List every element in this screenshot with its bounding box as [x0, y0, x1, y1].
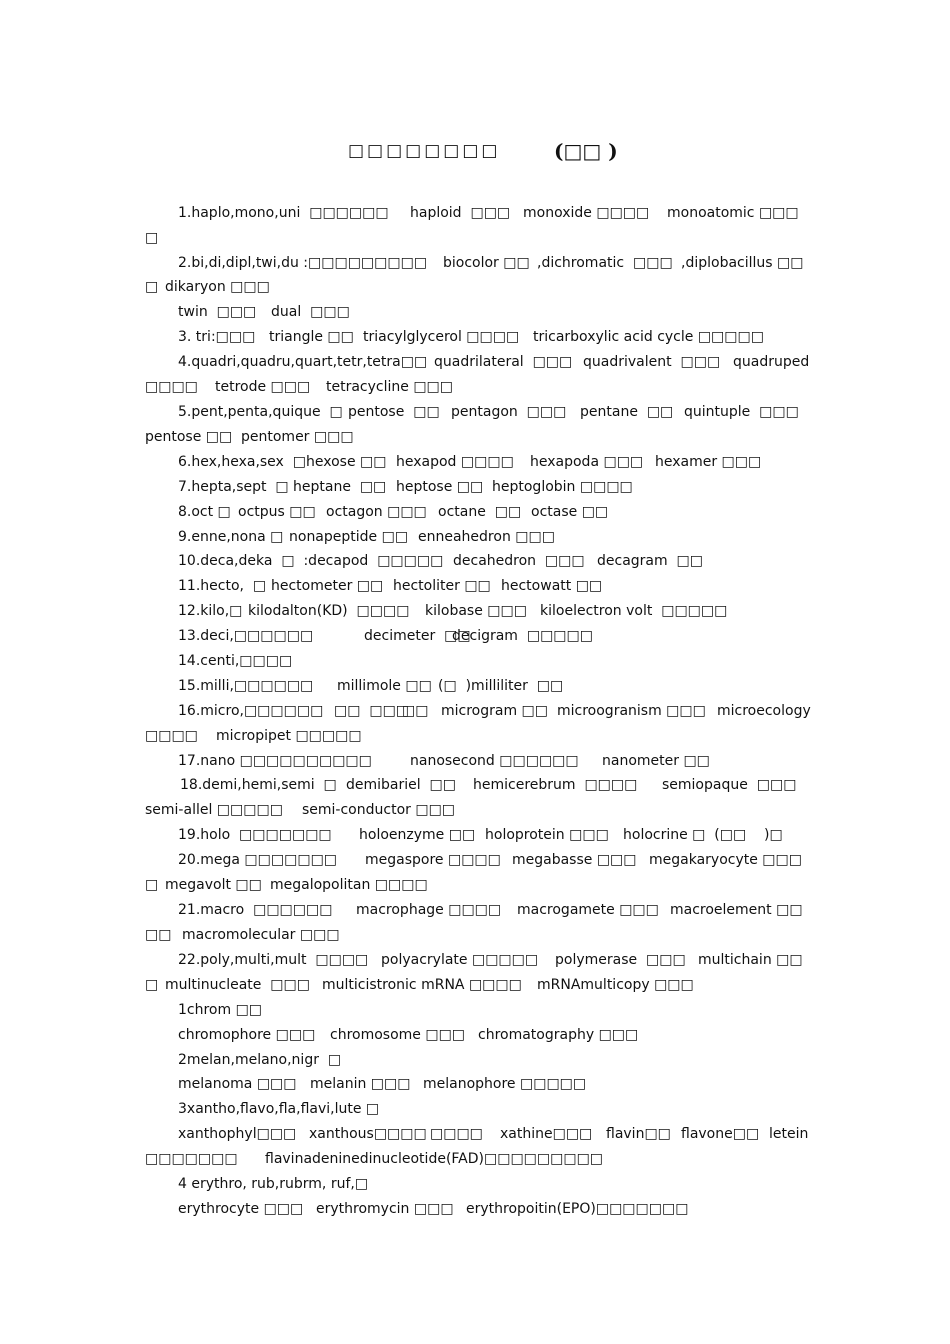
- term-segment: hexamer □□□: [655, 454, 762, 470]
- text-line: [0, 1199, 950, 1219]
- term-segment: octagon □□□: [326, 504, 427, 520]
- term-segment: decigram □□□□□: [452, 628, 593, 644]
- term-segment: 14.centi,□□□□: [178, 653, 293, 669]
- term-segment: octane □□: [438, 504, 522, 520]
- term-segment: megaspore □□□□: [365, 852, 501, 868]
- term-segment: 4.quadri,quadru,quart,tetr,tetra□□: [178, 354, 428, 370]
- text-line: [0, 1025, 950, 1045]
- term-segment: erythropoitin(EPO)□□□□□□□: [466, 1201, 689, 1217]
- text-line: [0, 1074, 950, 1094]
- text-line: [0, 651, 950, 671]
- term-segment: twin □□□: [178, 304, 257, 320]
- term-segment: 8.oct □: [178, 504, 231, 520]
- term-segment: dual □□□: [271, 304, 350, 320]
- term-segment: macrophage □□□□: [356, 902, 502, 918]
- term-segment: demibariel □□: [346, 777, 456, 793]
- text-line: [0, 726, 950, 746]
- text-line: [0, 825, 950, 845]
- term-segment: monoatomic □□□: [667, 205, 799, 221]
- term-segment: □□□□□□□: [145, 1151, 238, 1167]
- term-segment: 22.poly,multi,mult □□□□: [178, 952, 369, 968]
- text-line: [0, 601, 950, 621]
- term-segment: 18.demi,hemi,semi □: [180, 777, 337, 793]
- text-line: [0, 775, 950, 795]
- text-line: [0, 701, 950, 721]
- term-segment: flavin□□: [606, 1126, 671, 1142]
- text-line: [0, 975, 950, 995]
- term-segment: holoenzyme □□: [359, 827, 476, 843]
- term-segment: macrogamete □□□: [517, 902, 659, 918]
- text-line: [0, 1124, 950, 1144]
- term-segment: haploid □□□: [410, 205, 511, 221]
- term-segment: quadruped: [733, 354, 810, 370]
- text-line: [0, 875, 950, 895]
- term-segment: chromophore □□□: [178, 1027, 316, 1043]
- term-segment: microgram □□: [441, 703, 549, 719]
- term-segment: kilobase □□□: [425, 603, 527, 619]
- term-segment: hectowatt □□: [501, 578, 603, 594]
- term-segment: holoprotein □□□: [485, 827, 609, 843]
- term-segment: ,diplobacillus □□: [681, 255, 804, 271]
- term-segment: quadrilateral □□□: [434, 354, 573, 370]
- text-line: [0, 352, 950, 372]
- term-segment: multinucleate □□□: [165, 977, 310, 993]
- term-segment: □: [145, 977, 159, 993]
- term-segment: □□□□: [145, 728, 198, 744]
- term-segment: 12.kilo,□: [178, 603, 243, 619]
- term-segment: triacylglycerol □□□□: [363, 329, 520, 345]
- term-segment: decimeter □□: [364, 628, 471, 644]
- term-segment: megavolt □□: [165, 877, 262, 893]
- title-subtitle: (□□ ): [554, 139, 618, 163]
- text-line: [0, 253, 950, 273]
- text-line: [0, 800, 950, 820]
- text-line: [0, 1149, 950, 1169]
- term-segment: □: [145, 279, 159, 295]
- term-segment: 5.pent,penta,quique □: [178, 404, 343, 420]
- text-line: [0, 576, 950, 596]
- term-segment: □□□□: [145, 379, 198, 395]
- text-line: [0, 477, 950, 497]
- term-segment: melanoma □□□: [178, 1076, 297, 1092]
- term-segment: 3. tri:□□□: [178, 329, 256, 345]
- text-line: [0, 452, 950, 472]
- term-segment: multichain □□: [698, 952, 803, 968]
- term-segment: microecology: [717, 703, 811, 719]
- text-line: [0, 850, 950, 870]
- term-segment: ,dichromatic □□□: [537, 255, 673, 271]
- text-line: [0, 551, 950, 571]
- term-segment: nanometer □□: [602, 753, 710, 769]
- term-segment: macromolecular □□□: [182, 927, 340, 943]
- text-line: [0, 327, 950, 347]
- term-segment: pentomer □□□: [241, 429, 354, 445]
- term-segment: 3xantho,flavo,fla,flavi,lute □: [178, 1101, 380, 1117]
- term-segment: tetrode □□□: [215, 379, 311, 395]
- term-segment: flavone□□: [681, 1126, 760, 1142]
- term-segment: pentose □□: [348, 404, 440, 420]
- title-main: □□□□□□□□: [348, 141, 501, 161]
- term-segment: decahedron □□□: [453, 553, 585, 569]
- term-segment: 13.deci,□□□□□□: [178, 628, 314, 644]
- text-line: [0, 277, 950, 297]
- text-line: [0, 1099, 950, 1119]
- term-segment: millimole □□: [337, 678, 432, 694]
- term-segment: xanthophyl□□□: [178, 1126, 297, 1142]
- term-segment: heptane □□: [293, 479, 387, 495]
- term-segment: semi-conductor □□□: [302, 802, 456, 818]
- term-segment: erythromycin □□□: [316, 1201, 454, 1217]
- term-segment: hectoliter □□: [393, 578, 491, 594]
- term-segment: □: [145, 230, 159, 246]
- text-line: [0, 626, 950, 646]
- term-segment: micropipet □□□□□: [216, 728, 362, 744]
- term-segment: octpus □□: [238, 504, 316, 520]
- term-segment: megabasse □□□: [512, 852, 637, 868]
- term-segment: tricarboxylic acid cycle □□□□□: [533, 329, 764, 345]
- term-segment: kiloelectron volt □□□□□: [540, 603, 728, 619]
- text-line: [0, 751, 950, 771]
- term-segment: hemicerebrum □□□□: [473, 777, 638, 793]
- term-segment: 15.milli,□□□□□□: [178, 678, 314, 694]
- term-segment: enneahedron □□□: [418, 529, 555, 545]
- term-segment: mRNAmulticopy □□□: [537, 977, 694, 993]
- term-segment: tetracycline □□□: [326, 379, 454, 395]
- term-segment: octase □□: [531, 504, 609, 520]
- text-line: [0, 527, 950, 547]
- text-line: [0, 900, 950, 920]
- term-segment: 1.haplo,mono,uni □□□□□□: [178, 205, 389, 221]
- text-line: [0, 950, 950, 970]
- term-segment: dikaryon □□□: [165, 279, 270, 295]
- term-segment: heptose □□: [396, 479, 484, 495]
- term-segment: biocolor □□: [443, 255, 530, 271]
- term-segment: melanophore □□□□□: [423, 1076, 587, 1092]
- term-segment: macroelement □□: [670, 902, 803, 918]
- term-segment: quadrivalent □□□: [583, 354, 721, 370]
- text-line: [0, 1000, 950, 1020]
- term-segment: 21.macro □□□□□□: [178, 902, 333, 918]
- document-title: [0, 139, 950, 169]
- term-segment: microogranism □□□: [557, 703, 706, 719]
- term-segment: 1chrom □□: [178, 1002, 263, 1018]
- term-segment: 9.enne,nona □: [178, 529, 284, 545]
- term-segment: pentane □□: [580, 404, 674, 420]
- term-segment: 20.mega □□□□□□□: [178, 852, 338, 868]
- term-segment: □: [145, 877, 159, 893]
- term-segment: melanin □□□: [310, 1076, 411, 1092]
- term-segment: polyacrylate □□□□□: [381, 952, 539, 968]
- term-segment: nanosecond □□□□□□: [410, 753, 579, 769]
- text-line: [0, 676, 950, 696]
- term-segment: xanthous□□□□: [309, 1126, 427, 1142]
- term-segment: hexapod □□□□: [396, 454, 514, 470]
- term-segment: multicistronic mRNA □□□□: [322, 977, 522, 993]
- term-segment: pentagon □□□: [451, 404, 567, 420]
- term-segment: nonapeptide □□: [289, 529, 409, 545]
- term-segment: erythrocyte □□□: [178, 1201, 304, 1217]
- term-segment: kilodalton(KD) □□□□: [248, 603, 410, 619]
- term-segment: megakaryocyte □□□: [649, 852, 802, 868]
- text-line: [0, 203, 950, 223]
- text-line: [0, 427, 950, 447]
- text-line: [0, 925, 950, 945]
- term-segment: 7.hepta,sept □: [178, 479, 289, 495]
- term-segment: polymerase □□□: [555, 952, 686, 968]
- term-segment: □□ □□□: [334, 703, 410, 719]
- text-line: [0, 377, 950, 397]
- term-segment: 10.deca,deka □ :decapod □□□□□: [178, 553, 444, 569]
- text-line: [0, 1050, 950, 1070]
- term-segment: heptoglobin □□□□: [492, 479, 633, 495]
- term-segment: 2melan,melano,nigr □: [178, 1052, 342, 1068]
- term-segment: hexapoda □□□: [530, 454, 644, 470]
- term-segment: 11.hecto, □: [178, 578, 267, 594]
- text-line: [0, 228, 950, 248]
- term-segment: □□□□: [430, 1126, 483, 1142]
- term-segment: chromosome □□□: [330, 1027, 466, 1043]
- term-segment: semiopaque □□□: [662, 777, 797, 793]
- term-segment: 4 erythro, rub,rubrm, ruf,□: [178, 1176, 369, 1192]
- term-segment: pentose □□: [145, 429, 233, 445]
- term-segment: triangle □□: [269, 329, 354, 345]
- term-segment: monoxide □□□□: [523, 205, 650, 221]
- term-segment: hectometer □□: [271, 578, 384, 594]
- term-segment: 2.bi,di,dipl,twi,du :□□□□□□□□□: [178, 255, 428, 271]
- term-segment: 16.micro,□□□□□□: [178, 703, 324, 719]
- term-segment: 19.holo □□□□□□□: [178, 827, 332, 843]
- term-segment: □□: [402, 703, 429, 719]
- term-segment: hexose □□: [306, 454, 387, 470]
- term-segment: decagram □□: [597, 553, 703, 569]
- text-line: [0, 402, 950, 422]
- term-segment: holocrine □ (□□ )□: [623, 827, 783, 843]
- term-segment: □□: [145, 927, 172, 943]
- text-line: [0, 302, 950, 322]
- term-segment: semi-allel □□□□□: [145, 802, 283, 818]
- text-line: [0, 502, 950, 522]
- term-segment: xathine□□□: [500, 1126, 593, 1142]
- term-segment: letein: [769, 1126, 809, 1142]
- term-segment: 6.hex,hexa,sex □: [178, 454, 306, 470]
- term-segment: 17.nano □□□□□□□□□□: [178, 753, 372, 769]
- term-segment: chromatography □□□: [478, 1027, 639, 1043]
- text-line: [0, 1174, 950, 1194]
- term-segment: (□ )milliliter □□: [438, 678, 564, 694]
- term-segment: flavinadeninedinucleotide(FAD)□□□□□□□□□: [265, 1151, 604, 1167]
- term-segment: quintuple □□□: [684, 404, 799, 420]
- term-segment: megalopolitan □□□□: [270, 877, 428, 893]
